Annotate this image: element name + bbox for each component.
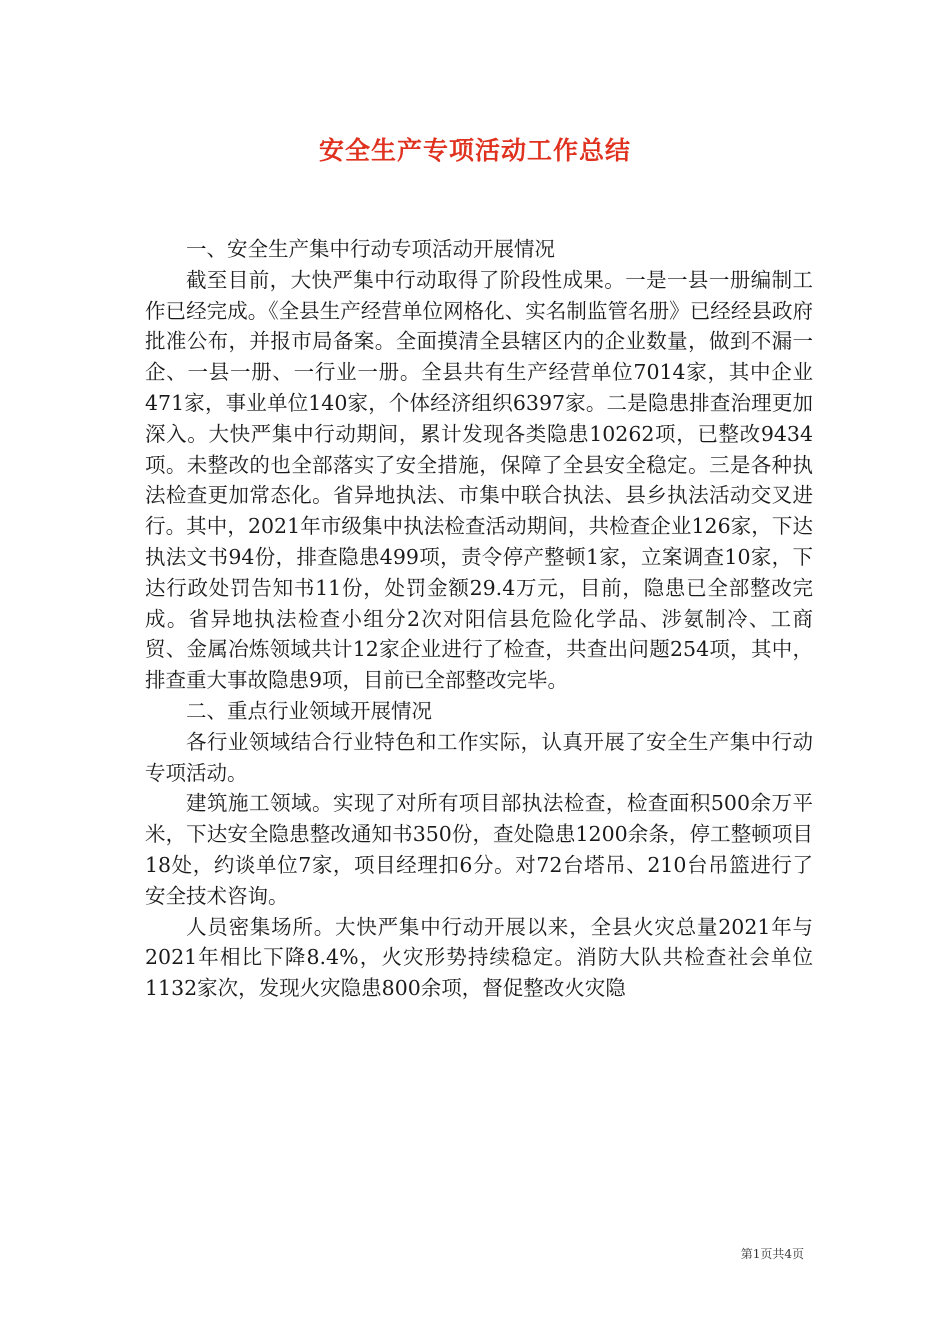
document-body (145, 234, 813, 1004)
paragraph: 人员密集场所。大快严集中行动开展以来，全县火灾总量2021年与2021年相比下降8.4%，火灾形势持续稳定。消防大队共检查社会单位1132家次，发现火灾隐患800余项，督促整改火灾隐 (145, 914, 813, 1001)
paragraph: 截至目前，大快严集中行动取得了阶段性成果。一是一县一册编制工作已经完成。《全县生产经营单位网格化、实名制监管名册》已经经县政府批准公布，并报市局备案。全面摸清全县辖区内的企业数量，做到不漏一企、一县一册、一行业一册。全县共有生产经营单位7014家，其中企业471家，事业单位140家，个体经济组织6397家。二是隐患排查治理更加深入。大快严集中行动期间，累计发现各类隐患10262项，已整改9434项。未整改的也全部落实了安全措施，保障了全县安全稳定。三是各种执法检查更加常态化。省异地执法、市集中联合执法、县乡执法活动交叉进行。其中，2021年市级集中执法检查活动期间，共检查企业126家，下达执法文书94份，排查隐患499项，责令停产整顿1家，立案调查10家，下达行政处罚告知书11份，处罚金额29.4万元，目前，隐患已全部整改完成。省异地执法检查小组分2次对阳信县危险化学品、涉氨制冷、工商贸、金属冶炼领域共计12家企业进行了检查，共查出问题254项，其中，排查重大事故隐患9项，目前已全部整改完毕。 (145, 267, 813, 693)
page-title: 安全生产专项活动工作总结 (318, 136, 631, 165)
page-number: 第1页共4页 (740, 1247, 804, 1261)
paragraph: 各行业领域结合行业特色和工作实际，认真开展了安全生产集中行动专项活动。 (145, 729, 813, 785)
section-heading: 二、重点行业领域开展情况 (186, 698, 432, 723)
paragraph: 建筑施工领域。实现了对所有项目部执法检查，检查面积500余万平米，下达安全隐患整改通知书350份，查处隐患1200余条，停工整顿项目18处，约谈单位7家，项目经理扣6分。对72台塔吊、210台吊篮进行了安全技术咨询。 (145, 791, 813, 908)
section-heading: 一、安全生产集中行动专项活动开展情况 (186, 237, 555, 261)
